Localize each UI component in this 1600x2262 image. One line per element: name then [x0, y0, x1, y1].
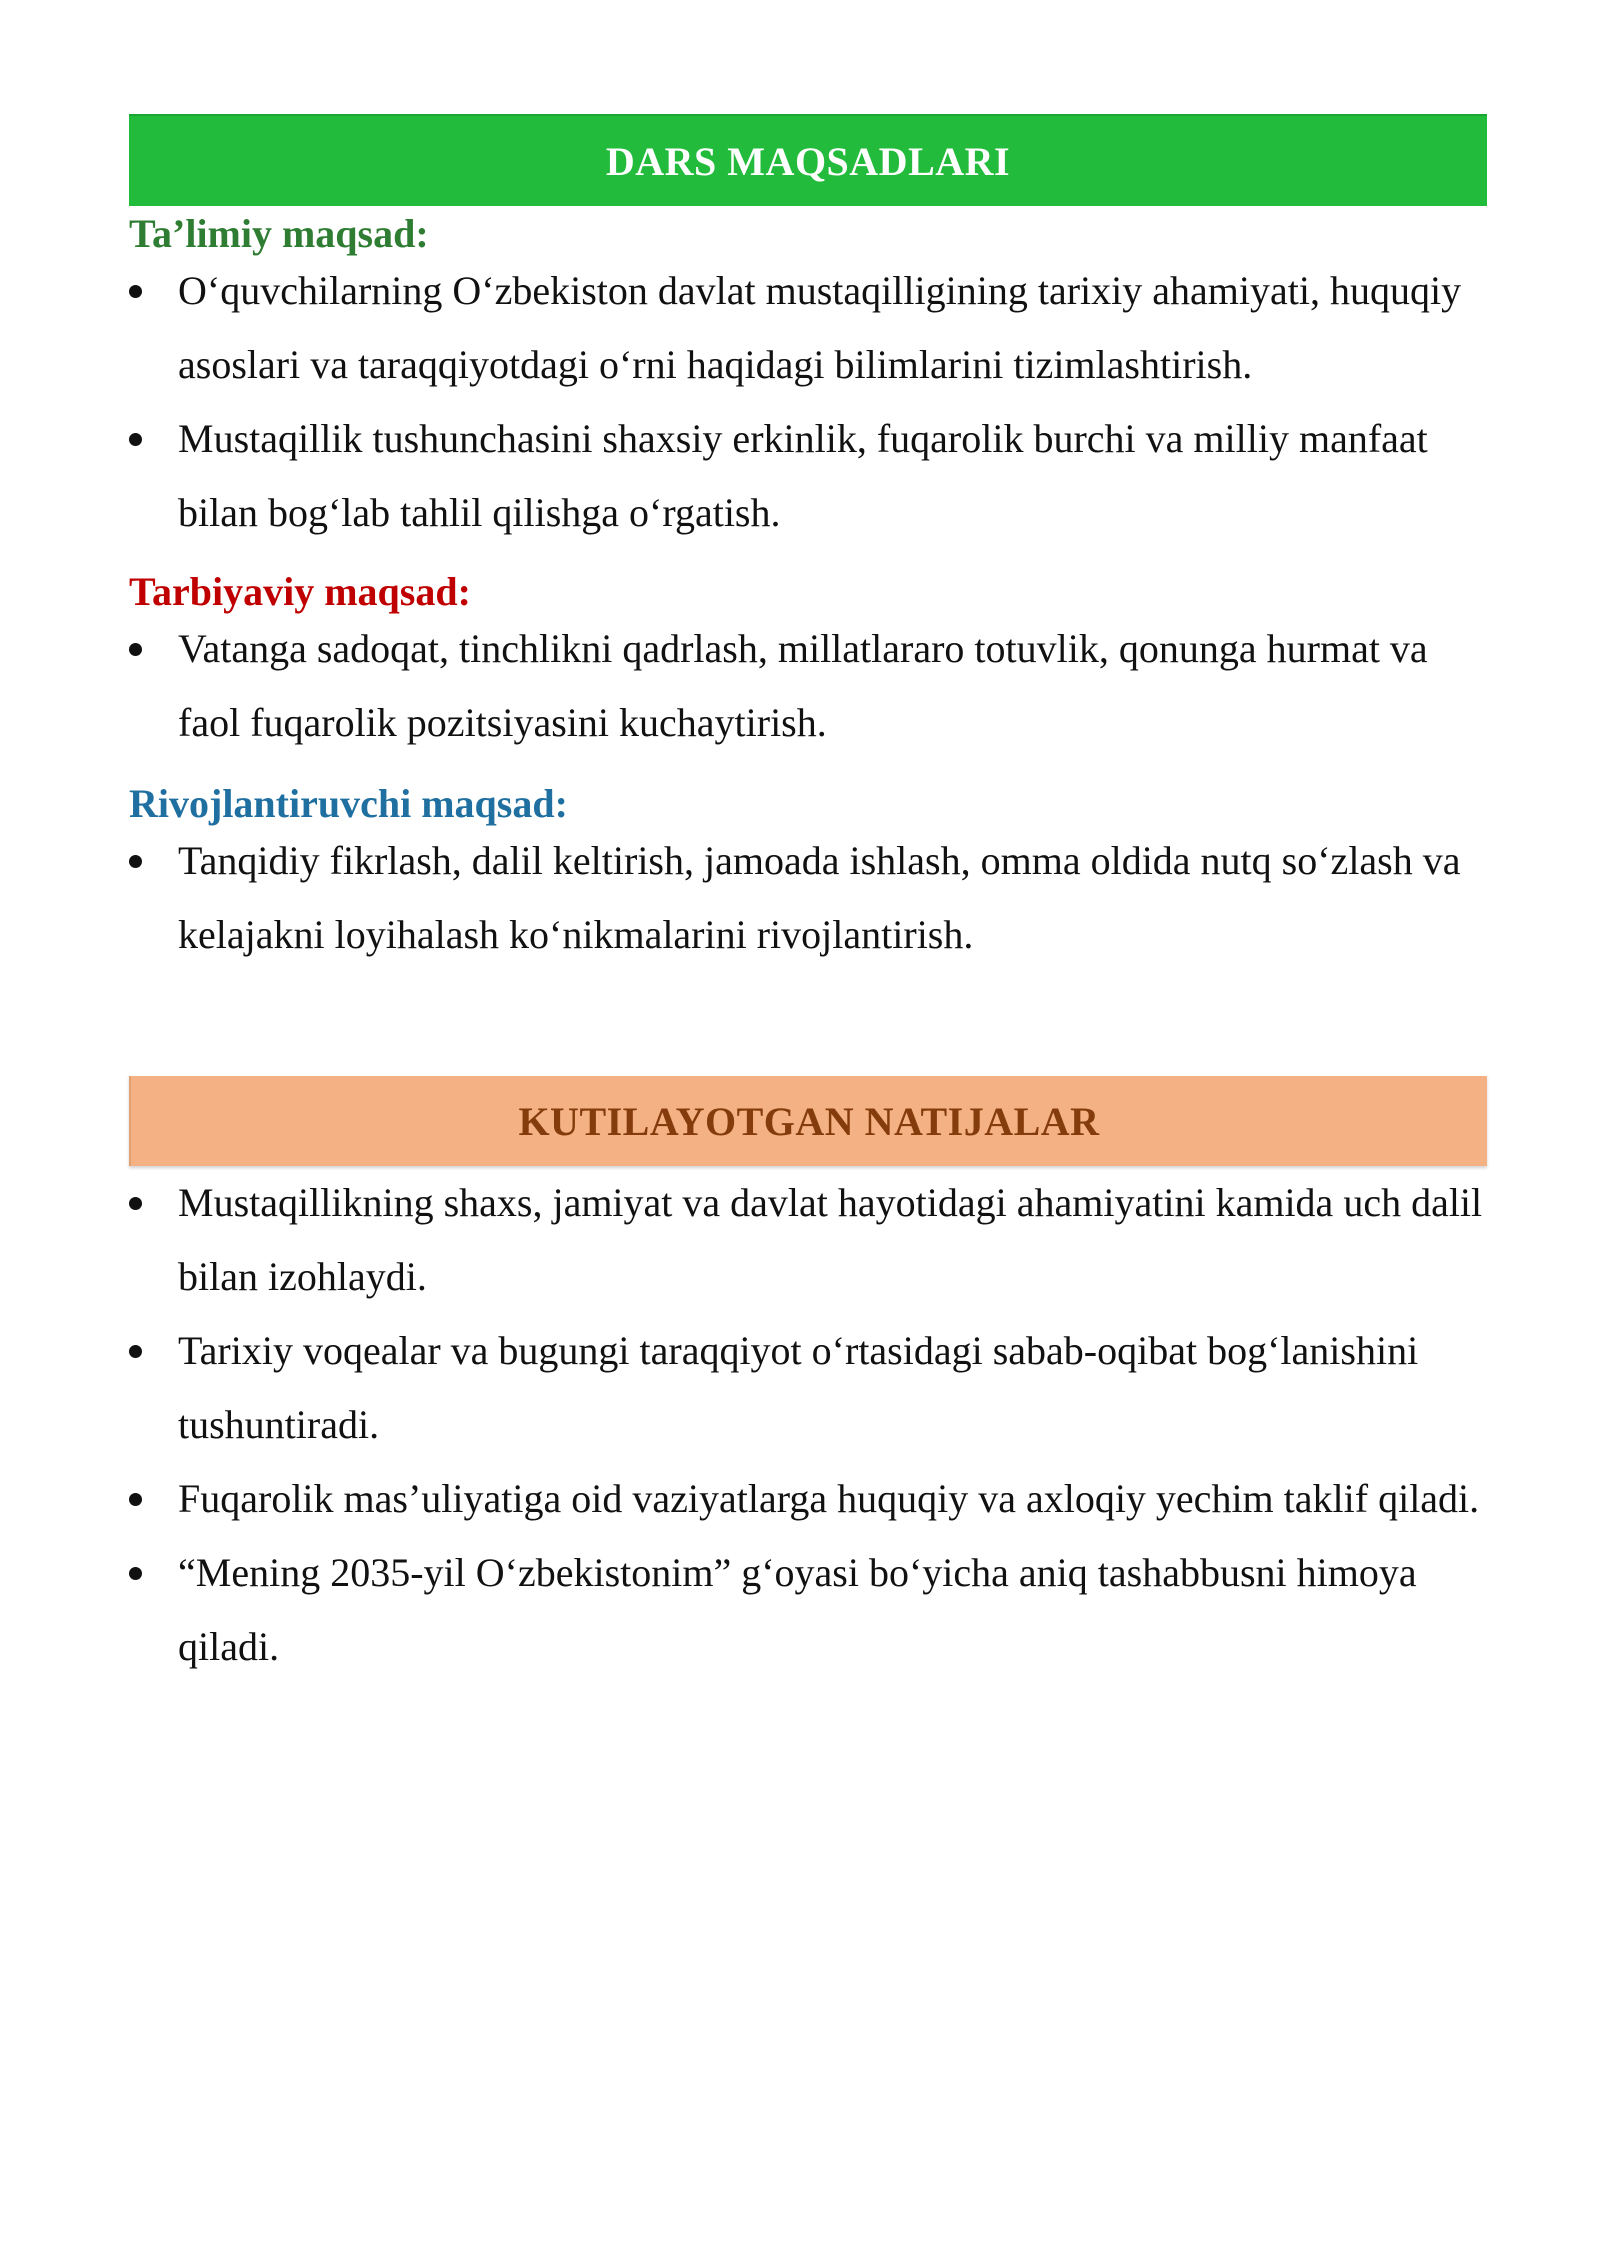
list-item	[129, 254, 1487, 402]
list-item-text: Tarixiy voqealar va bugungi taraqqiyot o‘rtasidagi sabab-oqibat bog‘lanishini tushuntiradi.	[178, 1328, 1419, 1447]
developmental-goal-heading: Rivojlantiruvchi maqsad:	[129, 781, 568, 826]
list-item-text: Fuqarolik mas’uliyatiga oid vaziyatlarga huquqiy va axloqiy yechim taklif qiladi.	[178, 1476, 1480, 1521]
list-item	[129, 402, 1487, 550]
expected-results-list	[129, 1166, 1487, 1684]
list-item	[129, 1314, 1487, 1462]
bullet-icon	[129, 1197, 142, 1210]
bullet-icon	[129, 285, 142, 298]
expected-results-banner-title: KUTILAYOTGAN NATIJALAR	[518, 1098, 1100, 1144]
bullet-icon	[129, 1493, 142, 1506]
bullet-icon	[129, 643, 142, 656]
list-item-text: Mustaqillik tushunchasini shaxsiy erkinlik, fuqarolik burchi va milliy manfaat bilan bog‘lab tahlil qilishga o‘rgatish.	[178, 416, 1428, 535]
educational-goal-heading: Ta’limiy maqsad:	[129, 211, 429, 256]
developmental-goal-list	[129, 824, 1487, 972]
list-item-text: O‘quvchilarning O‘zbekiston davlat mustaqilligining tarixiy ahamiyati, huquqiy asoslari va taraqqiyotdagi o‘rni haqidagi bilimlarini tizimlashtirish.	[178, 268, 1462, 387]
lesson-goals-banner-title: DARS MAQSADLARI	[605, 138, 1011, 184]
upbringing-goal-heading: Tarbiyaviy maqsad:	[129, 569, 471, 614]
list-item	[129, 1536, 1487, 1684]
document-page	[129, 114, 1487, 1684]
section-spacer	[129, 972, 1487, 1076]
list-item-text: “Mening 2035-yil O‘zbekistonim” g‘oyasi bo‘yicha aniq tashabbusni himoya qiladi.	[178, 1550, 1417, 1669]
bullet-icon	[129, 855, 142, 868]
list-item	[129, 1462, 1487, 1536]
lesson-goals-banner	[129, 114, 1487, 206]
upbringing-goal-list	[129, 612, 1487, 760]
list-item-text: Mustaqillikning shaxs, jamiyat va davlat hayotidagi ahamiyatini kamida uch dalil bilan izohlaydi.	[178, 1180, 1483, 1299]
list-item-text: Vatanga sadoqat, tinchlikni qadrlash, millatlararo totuvlik, qonunga hurmat va faol fuqarolik pozitsiyasini kuchaytirish.	[178, 626, 1428, 745]
bullet-icon	[129, 1567, 142, 1580]
list-item	[129, 612, 1487, 760]
bullet-icon	[129, 433, 142, 446]
educational-goal-list	[129, 254, 1487, 550]
list-item-text: Tanqidiy fikrlash, dalil keltirish, jamoada ishlash, omma oldida nutq so‘zlash va kelajakni loyihalash ko‘nikmalarini rivojlantirish.	[178, 838, 1461, 957]
bullet-icon	[129, 1345, 142, 1358]
list-item	[129, 824, 1487, 972]
expected-results-banner	[129, 1076, 1487, 1166]
list-item	[129, 1166, 1487, 1314]
